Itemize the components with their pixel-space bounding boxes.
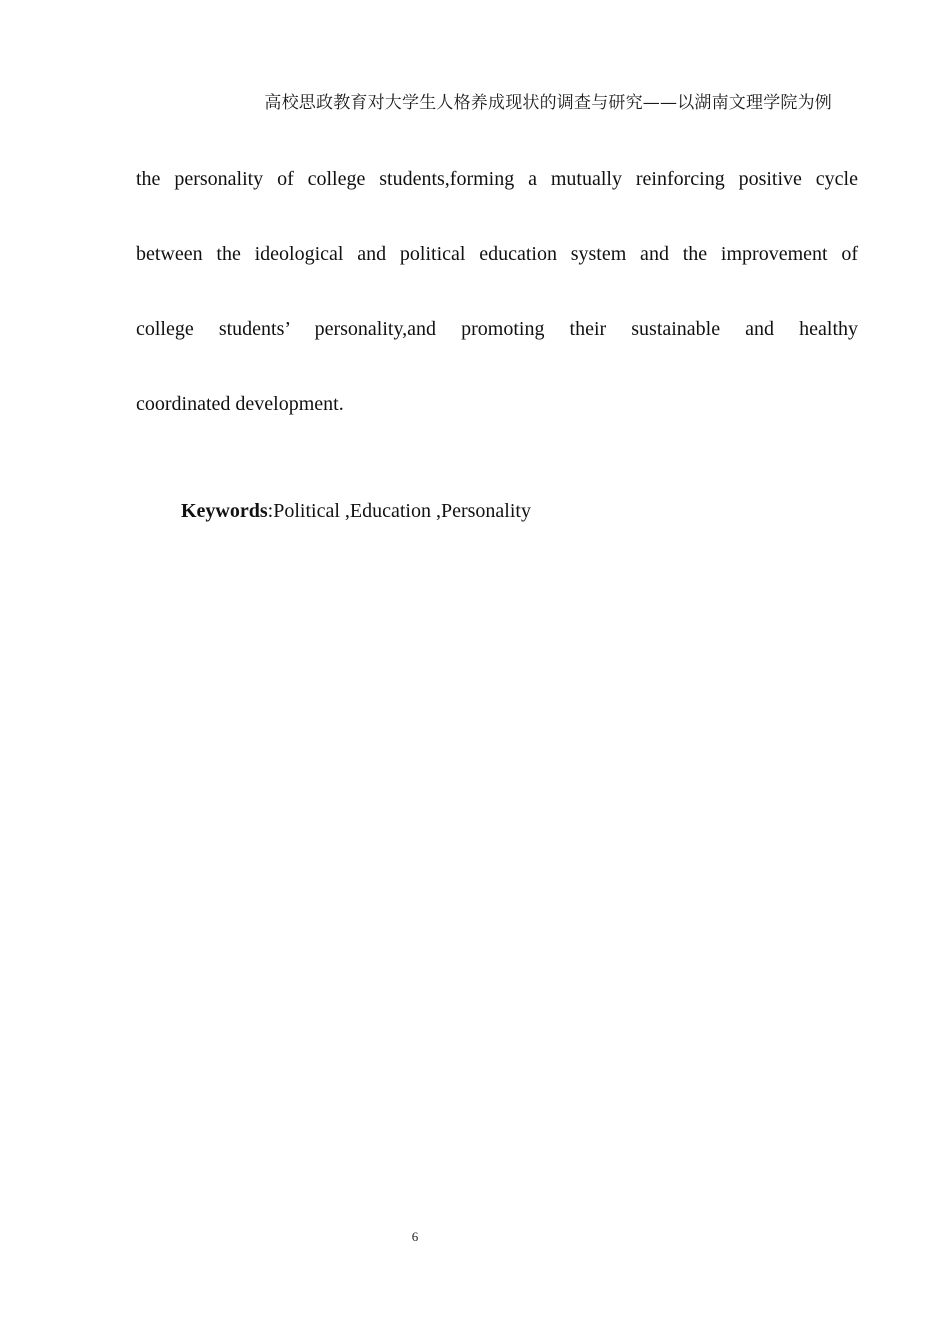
abstract-line: between the ideological and political education system and the improvement of — [136, 243, 858, 265]
keywords-label: Keywords — [181, 500, 268, 522]
abstract-line: the personality of college students,forming a mutually reinforcing positive cycle — [136, 168, 858, 190]
abstract-line: college students’ personality,and promoting their sustainable and healthy — [136, 318, 858, 340]
abstract-line: coordinated development. — [136, 393, 344, 415]
page-number: 6 — [411, 1229, 419, 1244]
abstract-paragraph — [136, 142, 858, 442]
running-header: 高校思政教育对大学生人格养成现状的调查与研究——以湖南文理学院为例 — [264, 93, 832, 113]
keywords-text: :Political ,Education ,Personality — [267, 500, 531, 522]
keywords-line — [181, 495, 531, 527]
